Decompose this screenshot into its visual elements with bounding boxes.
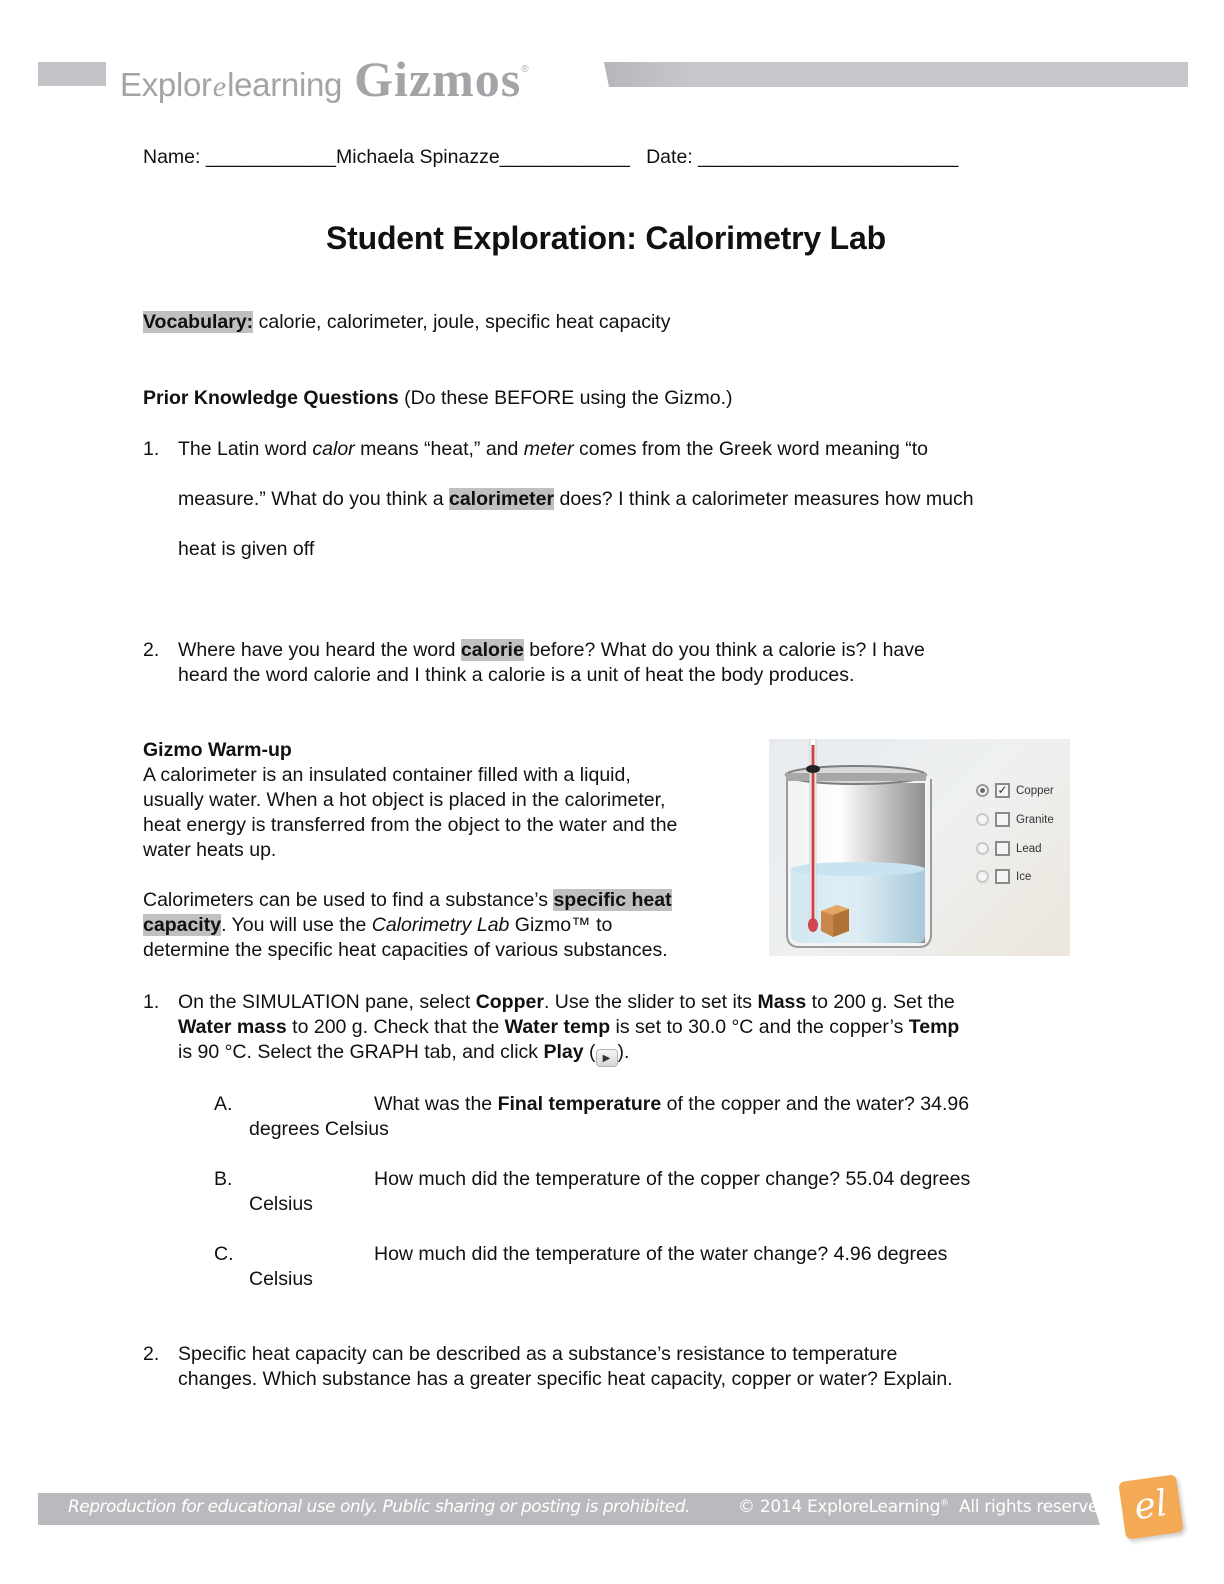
text: ( (583, 1041, 596, 1063)
explorelearning-gizmos-logo (120, 50, 529, 107)
text: What was the (374, 1093, 498, 1115)
text: The Latin word (178, 438, 313, 460)
text: means “heat,” and (354, 438, 524, 460)
checkbox[interactable] (995, 841, 1010, 856)
warmup-title: Gizmo Warm-up (143, 739, 292, 761)
option-label: Copper (1016, 784, 1054, 797)
warmup-para-line: heat energy is transferred from the object to the water and the (143, 814, 678, 836)
question-line: Specific heat capacity can be described as a substance’s resistance to temperature (178, 1343, 898, 1365)
text: . You will use the (221, 914, 372, 936)
warmup-para2-line: determine the specific heat capacities of various substances. (143, 939, 668, 961)
question-line (178, 990, 955, 1015)
prior-knowledge-title: Prior Knowledge Questions (143, 387, 399, 409)
text: On the SIMULATION pane, select (178, 991, 476, 1013)
sub-question-letter: A. (214, 1093, 233, 1115)
page-title: Student Exploration: Calorimetry Lab (326, 220, 886, 256)
vocab-term-highlight: calorie (460, 639, 524, 661)
radio-button[interactable] (976, 870, 989, 883)
answer-continuation[interactable]: degrees Celsius (249, 1118, 389, 1140)
text: is 90 °C. Select the GRAPH tab, and click (178, 1041, 544, 1063)
question-line: changes. Which substance has a greater specific heat capacity, copper or water? Explain. (178, 1368, 953, 1390)
sub-question-b[interactable]: How much did the temperature of the copper change? 55.04 degrees (374, 1168, 971, 1190)
checkbox-checked[interactable]: ✓ (995, 783, 1010, 798)
name-blank-after: ____________ (499, 146, 630, 168)
radio-button[interactable] (976, 813, 989, 826)
explorelearning-logo-icon: el (1118, 1474, 1184, 1540)
play-icon: ▶ (596, 1049, 618, 1067)
brand-el-icon: e (212, 70, 227, 103)
question-number: 1. (143, 991, 160, 1013)
bold-term: Final temperature (497, 1093, 662, 1115)
substance-option-ice[interactable] (976, 869, 1031, 884)
brand-registered: ® (521, 64, 529, 75)
bold-term: Mass (757, 991, 807, 1013)
question-number: 1. (143, 438, 160, 460)
text: . Use the slider to set its (543, 991, 758, 1013)
option-label: Granite (1016, 813, 1054, 826)
brand-explore: Explor (120, 66, 212, 103)
header-bar-left (38, 62, 106, 86)
substance-option-copper[interactable] (976, 783, 1054, 798)
date-label: Date: (646, 146, 693, 168)
text: measure.” What do you think a (178, 488, 449, 510)
answer-continuation[interactable]: Celsius (249, 1268, 313, 1290)
italic-term: meter (523, 438, 574, 460)
prior-knowledge-heading (143, 386, 733, 411)
text: to 200 g. Set the (806, 991, 955, 1013)
thermometer-bulb (808, 918, 818, 932)
text: before? What do you think a calorie is? I have (523, 639, 925, 661)
text: comes from the Greek word meaning “to (573, 438, 929, 460)
warmup-heading (143, 738, 292, 763)
bold-term: Water mass (178, 1016, 287, 1038)
calorimeter-figure (769, 739, 1070, 956)
vocab-term-highlight: capacity (143, 914, 222, 936)
question-line (178, 638, 925, 663)
sub-question-letter: C. (214, 1243, 234, 1265)
warmup-para-line: A calorimeter is an insulated container filled with a liquid, (143, 764, 631, 786)
answer-line[interactable]: heat is given off (178, 538, 315, 560)
warmup-para2-line (143, 913, 612, 938)
prior-knowledge-subtitle: (Do these BEFORE using the Gizmo.) (404, 387, 733, 409)
footer-disclaimer: Reproduction for educational use only. Public sharing or posting is prohibited. (68, 1497, 690, 1517)
question-number: 2. (143, 1343, 160, 1365)
warmup-para2-line (143, 888, 672, 913)
gizmo-name: Calorimetry Lab (371, 914, 510, 936)
answer-text[interactable]: does? I think a calorimeter measures how much (554, 488, 974, 510)
text: Where have you heard the word (178, 639, 461, 661)
vocabulary-line (143, 310, 670, 335)
brand-learning: learning (227, 66, 343, 103)
warmup-para-line: usually water. When a hot object is placed in the calorimeter, (143, 789, 666, 811)
answer-text[interactable]: of the copper and the water? 34.96 (661, 1093, 970, 1115)
bold-term: Copper (475, 991, 544, 1013)
name-field[interactable]: Michaela Spinazze (336, 146, 500, 168)
question-line (178, 1040, 629, 1067)
sub-question-c[interactable]: How much did the temperature of the water change? 4.96 degrees (374, 1243, 948, 1265)
option-label: Lead (1016, 842, 1042, 855)
substance-option-lead[interactable] (976, 841, 1042, 856)
radio-button-selected[interactable] (976, 784, 989, 797)
date-field[interactable]: ________________________ (698, 146, 959, 168)
copyright-text: © 2014 ExploreLearning (738, 1497, 941, 1517)
option-label: Ice (1016, 870, 1032, 883)
lid-rim (786, 773, 926, 781)
name-blank-before: ____________ (205, 146, 336, 168)
sub-question-a (374, 1092, 969, 1117)
registered-mark: ® (940, 1498, 949, 1509)
text: to 200 g. Check that the (286, 1016, 505, 1038)
answer-continuation[interactable]: Celsius (249, 1193, 313, 1215)
rights-text: All rights reserved (948, 1497, 1109, 1517)
substance-option-granite[interactable] (976, 812, 1054, 827)
checkbox[interactable] (995, 869, 1010, 884)
footer-copyright (738, 1497, 1109, 1517)
bold-term: Temp (908, 1016, 960, 1038)
text: is set to 30.0 °C and the copper’s (610, 1016, 909, 1038)
italic-term: calor (312, 438, 355, 460)
checkbox[interactable] (995, 812, 1010, 827)
thermometer-stopper (806, 765, 820, 773)
name-label: Name: (143, 146, 201, 168)
warmup-para-line: water heats up. (143, 839, 277, 861)
sub-question-letter: B. (214, 1168, 233, 1190)
header-bar-right (604, 62, 1188, 87)
brand-gizmos: Gizmos (354, 51, 522, 107)
question-number: 2. (143, 639, 160, 661)
answer-line[interactable]: heard the word calorie and I think a calorie is a unit of heat the body produces. (178, 664, 855, 686)
vocabulary-label: Vocabulary: (143, 311, 254, 333)
text: ). (617, 1041, 630, 1063)
bold-term: Play (543, 1041, 584, 1063)
vocab-term-highlight: calorimeter (448, 488, 555, 510)
text: Gizmo™ to (509, 914, 613, 936)
question-line (178, 1015, 959, 1040)
bold-term: Water temp (504, 1016, 611, 1038)
question-line (178, 487, 974, 512)
radio-button[interactable] (976, 842, 989, 855)
text: Calorimeters can be used to find a substance’s (143, 889, 554, 911)
question-line (178, 437, 928, 462)
vocab-term-highlight: specific heat (553, 889, 672, 911)
name-date-line (143, 145, 958, 170)
vocabulary-terms: calorie, calorimeter, joule, specific heat capacity (258, 311, 671, 333)
